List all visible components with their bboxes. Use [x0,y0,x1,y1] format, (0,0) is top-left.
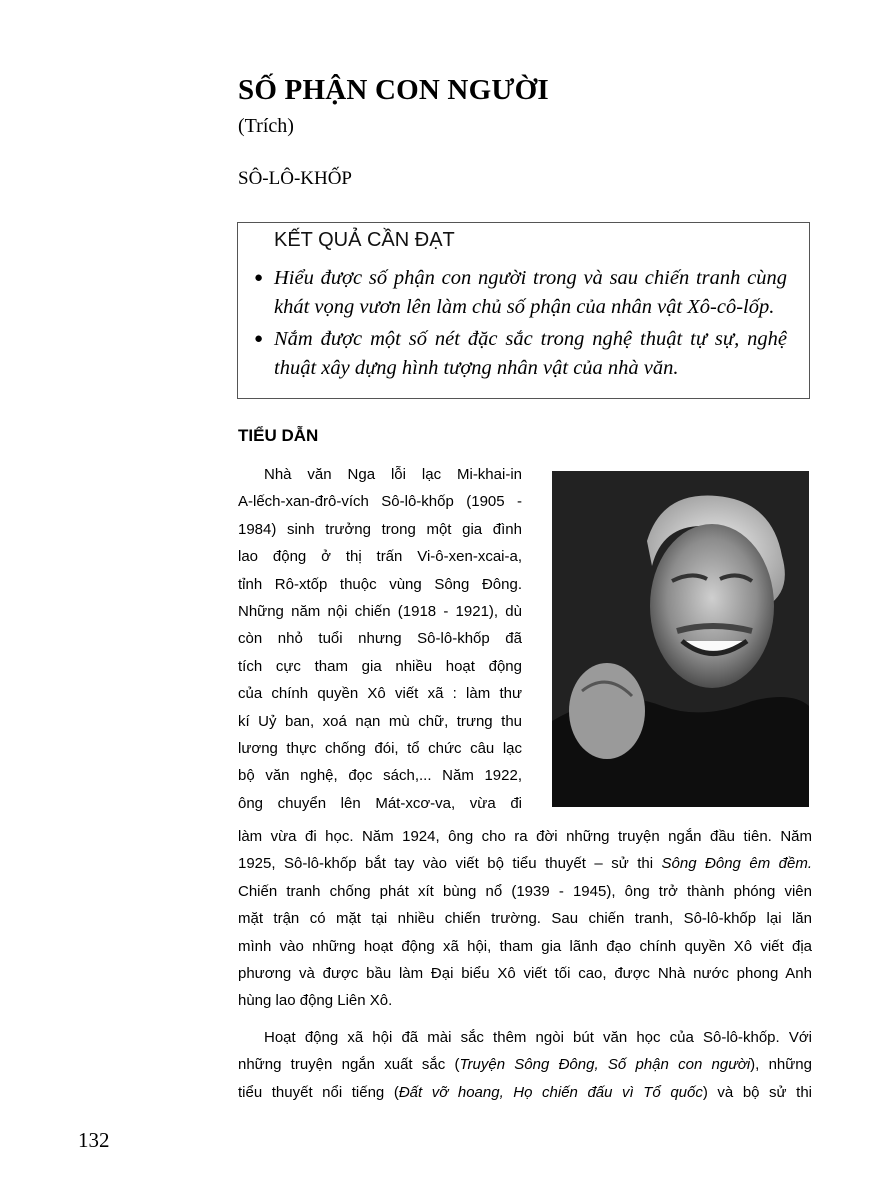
text-line: kí Uỷ ban, xoá nạn mù chữ, trưng thu [238,712,522,730]
text-line: lương thực chống đói, tổ chức câu lạc [238,739,522,757]
text-run: những truyện ngắn xuất sắc ( [238,1056,460,1074]
text-line: của chính quyền Xô viết xã : làm thư [238,685,522,703]
text-line: phương và được bầu làm Đại biểu Xô viết tối cao, được Nhà nước phong Anh [238,964,812,982]
book-title: Sông Đông êm đềm. [661,855,813,873]
text-line: làm vừa đi học. Năm 1924, ông cho ra đời những truyện ngắn đầu tiên. Năm [238,828,812,845]
article-title: SỐ PHẬN CON NGƯỜI [238,74,549,106]
second-paragraph [238,1024,812,1106]
text-line: lao động ở thị trấn Vi-ô-xen-xcai-a, [238,548,522,566]
text-run: 1925, Sô-lô-khốp bắt tay vào viết bộ tiểu thuyết – sử thi [238,855,662,873]
text-line: ông chuyển lên Mát-xcơ-va, vừa đi [238,794,522,812]
text-line: Những năm nội chiến (1918 - 1921), dù [238,602,522,620]
section-heading: TIỂU DẪN [238,426,319,445]
learning-goal-text: Nắm được một số nét đặc sắc trong nghệ thuật tự sự, nghệ thuật xây dựng hình tượng nhân vật của nhà văn. [274,328,787,379]
bullet-icon: ● [254,270,264,286]
text-run: ), những [750,1056,812,1074]
article-subtitle: (Trích) [238,115,294,137]
author-portrait-photo [552,471,809,807]
text-line: còn nhỏ tuổi nhưng Sô-lô-khốp đã [238,630,522,648]
text-line: Nhà văn Nga lỗi lạc Mi-khai-in [264,466,522,483]
text-run: ) và bộ sử thi [702,1083,813,1101]
author-name: SÔ-LÔ-KHỐP [238,168,352,189]
text-line: mình vào những hoạt động xã hội, tham gia lãnh đạo chính quyền Xô viết địa [238,937,812,955]
text-line: mặt trận có mặt tại nhiều chiến trường. Sau chiến tranh, Sô-lô-khốp lại lăn [238,910,812,928]
text-line: hùng lao động Liên Xô. [238,992,393,1010]
text-line: bộ văn nghệ, đọc sách,... Năm 1922, [238,767,522,785]
learning-goals-heading: KẾT QUẢ CẦN ĐẠT [274,229,455,251]
page-number: 132 [78,1128,110,1152]
bullet-icon: ● [254,331,264,347]
book-titles: Truyện Sông Đông, Số phận con người [459,1056,751,1074]
book-titles: Đất vỡ hoang, Họ chiến đấu vì Tổ quốc [398,1083,703,1101]
intro-paragraph-wrapped [238,461,522,817]
text-run: tiểu thuyết nổi tiếng ( [238,1083,399,1101]
learning-goals-box [237,222,810,399]
text-line: Chiến tranh chống phát xít bùng nổ (1939 - 1945), ông trở thành phóng viên [238,882,812,900]
text-line: A-lếch-xan-đrô-vích Sô-lô-khốp (1905 - [238,493,522,511]
intro-paragraph-continued [238,823,812,1015]
text-line: tỉnh Rô-xtốp thuộc vùng Sông Đông. [238,575,522,593]
text-line: tích cực tham gia nhiều hoạt động [238,657,522,675]
portrait-illustration [552,471,809,807]
text-line: 1984) sinh trưởng trong một gia đình [238,520,522,538]
text-line [238,1079,812,1106]
text-line [238,850,812,877]
text-line [238,1051,812,1078]
learning-goal-text: Hiểu được số phận con người trong và sau chiến tranh cùng khát vọng vươn lên làm chủ số phận của nhân vật Xô-cô-lốp. [274,267,787,318]
text-line: Hoạt động xã hội đã mài sắc thêm ngòi bút văn học của Sô-lô-khốp. Với [264,1029,812,1046]
